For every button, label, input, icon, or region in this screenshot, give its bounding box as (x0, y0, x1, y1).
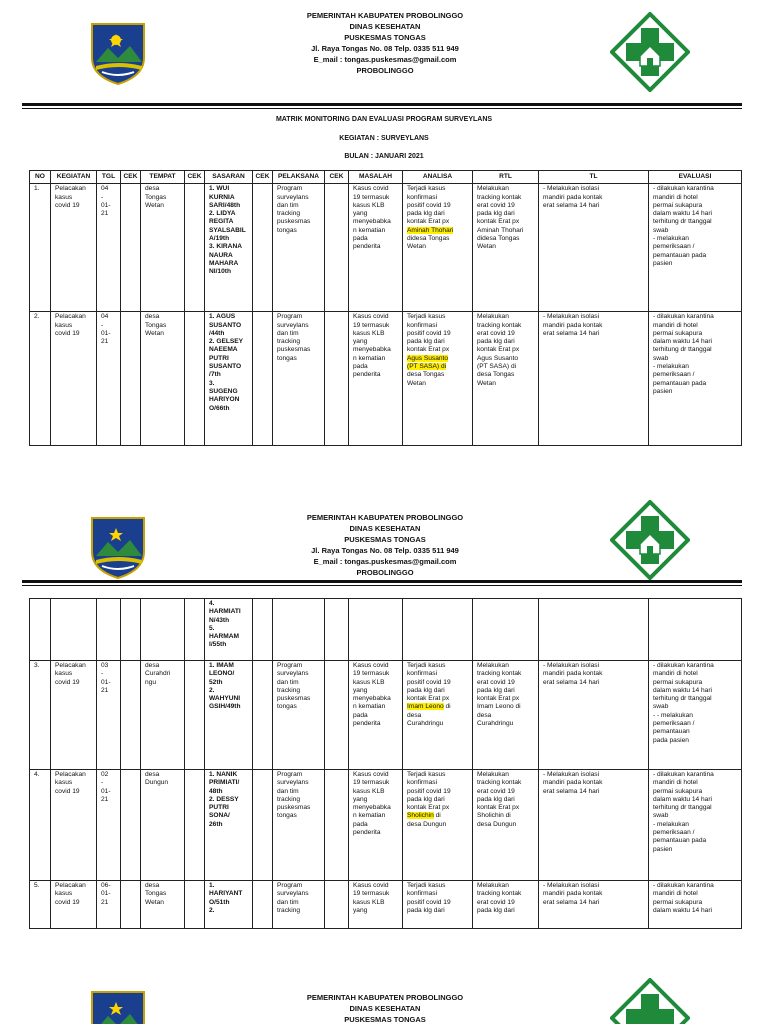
column-header: ANALISA (403, 171, 473, 184)
column-header: TEMPAT (141, 171, 185, 184)
cell-tgl: 04 - 01- 21 (97, 184, 121, 312)
cell-masalah: Kasus covid 19 termasuk kasus KLB yang menyebabka n kematian pada penderita (349, 184, 403, 312)
column-header: CEK (253, 171, 273, 184)
cell-sasaran: 1. AGUS SUSANTO /44th 2. GELSEY NAEEMA PUTRI SUSANTO /7th 3. SUGENG HARIYON O/66th (205, 312, 253, 446)
analisa-highlight: Sholichin (407, 812, 434, 820)
letterhead-text (240, 512, 530, 578)
cell-analisa (403, 312, 473, 446)
column-header: CEK (325, 171, 349, 184)
probolinggo-crest-icon (86, 18, 150, 86)
cell-cek (253, 184, 273, 312)
cell-cek (253, 770, 273, 881)
letterhead-line: Jl. Raya Tongas No. 08 Telp. 0335 511 949 (311, 546, 459, 555)
cell-evaluasi: - dilakukan karantina mandiri di hotel permai sukapura dalam waktu 14 hari terhitung dr ttanggal swab - melakukan pemeriksaan / pemantauan pada pasien (649, 770, 742, 881)
cell-analisa (403, 661, 473, 770)
cell-empty (51, 599, 97, 661)
letterhead-text (240, 992, 530, 1024)
cell-sasaran: 1. WUI KURNIA SARI/48th 2. LIDYA REGITA SYALSABIL A/19th 3. KIRANA NAURA MAHARA NI/10th (205, 184, 253, 312)
cell-empty (185, 599, 205, 661)
cell-tl: - Melakukan isolasi mandiri pada kontak erat selama 14 hari (539, 312, 649, 446)
cell-cek (325, 661, 349, 770)
letterhead-line: PROBOLINGGO (356, 66, 414, 75)
cell-masalah: Kasus covid 19 termasuk kasus KLB yang (349, 881, 403, 929)
cell-kegiatan: Pelacakan kasus covid 19 (51, 184, 97, 312)
cell-empty (539, 599, 649, 661)
cell-cek (121, 184, 141, 312)
cell-empty (473, 599, 539, 661)
analisa-text: Terjadi kasus konfirmasi positif covid 19 pada klg dari kontak Erat px (407, 662, 451, 703)
cell-tl: - Melakukan isolasi mandiri pada kontak erat selama 14 hari (539, 881, 649, 929)
letterhead-rule (22, 103, 742, 106)
cell-no: 5. (30, 881, 51, 929)
cell-analisa (403, 881, 473, 929)
document-title: MATRIK MONITORING DAN EVALUASI PROGRAM SURVEYLANS (275, 116, 493, 123)
letterhead-line: PROBOLINGGO (356, 568, 414, 577)
letterhead-text (240, 10, 530, 76)
table-row (30, 661, 742, 770)
cell-evaluasi: - dilakukan karantina mandiri di hotel permai sukapura dalam waktu 14 hari (649, 881, 742, 929)
cell-empty (649, 599, 742, 661)
cell-cek (253, 312, 273, 446)
cell-tl: - Melakukan isolasi mandiri pada kontak erat selama 14 hari (539, 184, 649, 312)
puskesmas-logo-icon (610, 978, 690, 1024)
letterhead-line: E_mail : tongas.puskesmas@gmail.com (313, 55, 457, 64)
column-header: TGL (97, 171, 121, 184)
cell-empty (141, 599, 185, 661)
cell-tempat: desa Tongas Wetan (141, 881, 185, 929)
cell-evaluasi: - dilakukan karantina mandiri di hotel permai sukapura dalam waktu 14 hari terhitung dr ttanggal swab - melakukan pemeriksaan / pemantauan pada pasien (649, 184, 742, 312)
cell-kegiatan: Pelacakan kasus covid 19 (51, 661, 97, 770)
letterhead-line: PUSKESMAS TONGAS (344, 33, 426, 42)
cell-cek (185, 881, 205, 929)
cell-cek (253, 881, 273, 929)
letterhead (0, 0, 768, 100)
analisa-highlight: Imam Leono (407, 703, 444, 711)
table-row-continued (30, 599, 742, 661)
cell-cek (185, 661, 205, 770)
cell-rtl: Melakukan tracking kontak erat covid 19 pada klg dari kontak Erat px Imam Leono di desa Curahdringu (473, 661, 539, 770)
cell-cek (325, 881, 349, 929)
cell-masalah: Kasus covid 19 termasuk kasus KLB yang menyebabka n kematian pada penderita (349, 661, 403, 770)
analisa-text: Terjadi kasus konfirmasi positif covid 19 pada klg dari kontak Erat px (407, 771, 451, 812)
column-header: SASARAN (205, 171, 253, 184)
cell-pelaksana: Program surveylans dan tim tracking puskesmas tongas (273, 312, 325, 446)
letterhead-line: Jl. Raya Tongas No. 08 Telp. 0335 511 949 (311, 44, 459, 53)
analisa-text: Terjadi kasus konfirmasi positif covid 19 pada klg dari (407, 882, 451, 914)
cell-tl: - Melakukan isolasi mandiri pada kontak erat selama 14 hari (539, 770, 649, 881)
analisa-text: didesa Tongas Wetan (407, 235, 450, 251)
cell-no: 4. (30, 770, 51, 881)
table-row (30, 184, 742, 312)
analisa-text: di desa Curahdringu (407, 703, 451, 728)
column-header: MASALAH (349, 171, 403, 184)
letterhead-line: PUSKESMAS TONGAS (344, 1015, 426, 1024)
cell-tgl: 02 - 01- 21 (97, 770, 121, 881)
puskesmas-logo-icon (610, 500, 690, 580)
cell-kegiatan: Pelacakan kasus covid 19 (51, 312, 97, 446)
table-header-row (30, 171, 742, 184)
cell-pelaksana: Program surveylans dan tim tracking (273, 881, 325, 929)
cell-cek (185, 312, 205, 446)
column-header: NO (30, 171, 51, 184)
monitoring-table-continued (29, 598, 742, 929)
analisa-text: Terjadi kasus konfirmasi positif covid 19 pada klg dari kontak Erat px (407, 185, 451, 226)
cell-sasaran: 1. IMAM LEONO/ 52th 2. WAHYUNI GSIH/49th (205, 661, 253, 770)
cell-cek (325, 312, 349, 446)
cell-cek (325, 184, 349, 312)
table-row (30, 770, 742, 881)
letterhead-line: PEMERINTAH KABUPATEN PROBOLINGGO (306, 11, 464, 20)
analisa-text: Terjadi kasus konfirmasi positif covid 19 pada klg dari kontak Erat px (407, 313, 451, 354)
analisa-highlight: Aminah Thohari (407, 226, 454, 234)
cell-sasaran: 1. NANIK PRIMIATI/ 48th 2. DESSY PUTRI SONA/ 26th (205, 770, 253, 881)
analisa-text: di desa Dungun (407, 812, 447, 828)
letterhead (0, 494, 768, 594)
cell-tgl: 04 - 01- 21 (97, 312, 121, 446)
cell-no: 1. (30, 184, 51, 312)
letterhead-line: PUSKESMAS TONGAS (344, 535, 426, 544)
column-header: EVALUASI (649, 171, 742, 184)
letterhead-line: PEMERINTAH KABUPATEN PROBOLINGGO (306, 993, 464, 1002)
cell-empty (253, 599, 273, 661)
document-titles (0, 116, 768, 167)
column-header: TL (539, 171, 649, 184)
column-header: KEGIATAN (51, 171, 97, 184)
cell-kegiatan: Pelacakan kasus covid 19 (51, 881, 97, 929)
cell-pelaksana: Program surveylans dan tim tracking puskesmas tongas (273, 661, 325, 770)
column-header: CEK (121, 171, 141, 184)
cell-masalah: Kasus covid 19 termasuk kasus KLB yang menyebabka n kematian pada penderita (349, 770, 403, 881)
probolinggo-crest-icon (86, 986, 150, 1024)
cell-empty (273, 599, 325, 661)
cell-cek (185, 770, 205, 881)
cell-pelaksana: Program surveylans dan tim tracking puskesmas tongas (273, 770, 325, 881)
cell-tempat: desa Dungun (141, 770, 185, 881)
cell-tempat: desa Tongas Wetan (141, 312, 185, 446)
column-header: RTL (473, 171, 539, 184)
cell-evaluasi: - dilakukan karantina mandiri di hotel permai sukapura dalam waktu 14 hari terhitung dr ttanggal swab - - melakukan pemeriksaan / pemantauan pada pasien (649, 661, 742, 770)
analisa-text: desa Tongas Wetan (407, 371, 445, 387)
cell-empty (30, 599, 51, 661)
cell-cek (185, 184, 205, 312)
cell-sasaran: 4. HARMIATI N/43th 5. HARMAM I/55th (205, 599, 253, 661)
cell-tgl: 03 - 01- 21 (97, 661, 121, 770)
monitoring-table (29, 170, 742, 446)
letterhead (0, 970, 768, 1024)
letterhead-rule (22, 580, 742, 583)
letterhead-line: PEMERINTAH KABUPATEN PROBOLINGGO (306, 513, 464, 522)
letterhead-line: E_mail : tongas.puskesmas@gmail.com (313, 557, 457, 566)
kegiatan-label: KEGIATAN : SURVEYLANS (339, 135, 429, 142)
cell-rtl: Melakukan tracking kontak erat covid 19 pada klg dari kontak Erat px Aminah Thohari didesa Tongas Wetan (473, 184, 539, 312)
letterhead-line: DINAS KESEHATAN (349, 1004, 421, 1013)
cell-empty (325, 599, 349, 661)
cell-cek (121, 661, 141, 770)
cell-cek (253, 661, 273, 770)
cell-cek (121, 881, 141, 929)
letterhead-line: DINAS KESEHATAN (349, 524, 421, 533)
cell-analisa (403, 770, 473, 881)
cell-no: 2. (30, 312, 51, 446)
cell-cek (121, 770, 141, 881)
cell-masalah: Kasus covid 19 termasuk kasus KLB yang menyebabka n kematian pada penderita (349, 312, 403, 446)
letterhead-rule-thin (22, 108, 742, 109)
cell-rtl: Melakukan tracking kontak erat covid 19 pada klg dari kontak Erat px Agus Susanto (PT SASA) di desa Tongas Wetan (473, 312, 539, 446)
cell-cek (121, 312, 141, 446)
cell-pelaksana: Program surveylans dan tim tracking puskesmas tongas (273, 184, 325, 312)
puskesmas-logo-icon (610, 12, 690, 92)
cell-rtl: Melakukan tracking kontak erat covid 19 pada klg dari kontak Erat px Sholichin di desa Dungun (473, 770, 539, 881)
cell-cek (325, 770, 349, 881)
cell-empty (97, 599, 121, 661)
cell-evaluasi: - dilakukan karantina mandiri di hotel permai sukapura dalam waktu 14 hari terhitung dr ttanggal swab - melakukan pemeriksaan / pemantauan pada pasien (649, 312, 742, 446)
cell-sasaran: 1. HARIYANT O/51th 2. (205, 881, 253, 929)
letterhead-rule-thin (22, 585, 742, 586)
bulan-label: BULAN : JANUARI 2021 (344, 153, 424, 160)
probolinggo-crest-icon (86, 512, 150, 580)
cell-tempat: desa Curahdri ngu (141, 661, 185, 770)
cell-empty (349, 599, 403, 661)
cell-tl: - Melakukan isolasi mandiri pada kontak erat selama 14 hari (539, 661, 649, 770)
cell-empty (121, 599, 141, 661)
cell-empty (403, 599, 473, 661)
cell-kegiatan: Pelacakan kasus covid 19 (51, 770, 97, 881)
cell-tgl: 06- 01- 21 (97, 881, 121, 929)
column-header: PELAKSANA (273, 171, 325, 184)
cell-analisa (403, 184, 473, 312)
table-row (30, 312, 742, 446)
table-row (30, 881, 742, 929)
cell-tempat: desa Tongas Wetan (141, 184, 185, 312)
letterhead-line: DINAS KESEHATAN (349, 22, 421, 31)
analisa-highlight: Agus Susanto (PT SASA) di (407, 354, 449, 371)
column-header: CEK (185, 171, 205, 184)
cell-no: 3. (30, 661, 51, 770)
cell-rtl: Melakukan tracking kontak erat covid 19 pada klg dari (473, 881, 539, 929)
